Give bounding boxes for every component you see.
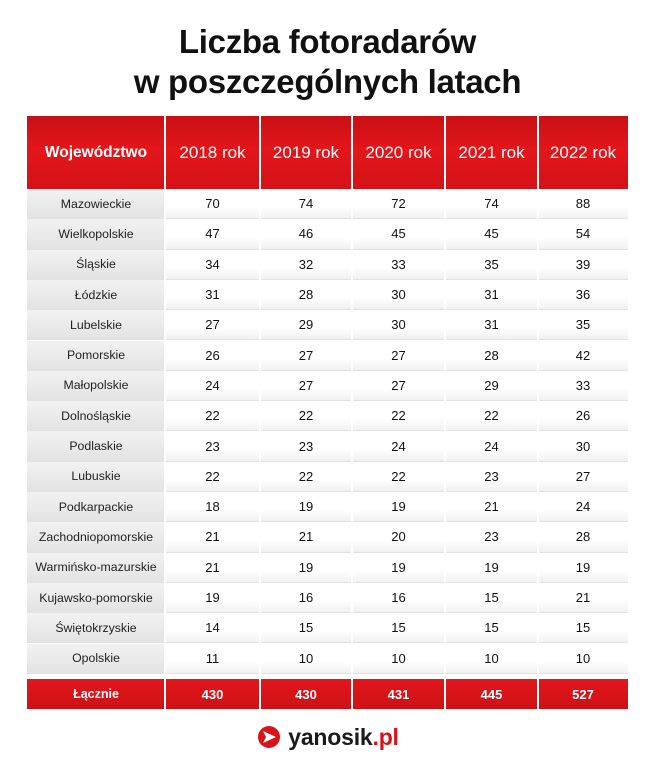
yanosik-logo bbox=[0, 719, 655, 755]
title-line-1: Liczba fotoradarów bbox=[178, 23, 477, 60]
value-cell: 74 bbox=[445, 189, 538, 219]
value-cell: 74 bbox=[260, 189, 352, 219]
value-cell: 33 bbox=[538, 371, 628, 401]
header-cell-year: 2020 rok bbox=[365, 142, 432, 162]
value-cell: 23 bbox=[445, 462, 538, 492]
photoradar-table bbox=[27, 116, 628, 709]
region-name-cell: Zachodniopomorskie bbox=[27, 522, 165, 552]
value-cell: 22 bbox=[352, 462, 445, 492]
total-value-cell: 527 bbox=[572, 686, 594, 702]
value-cell: 28 bbox=[260, 280, 352, 310]
column-divider bbox=[164, 116, 166, 709]
value-cell: 27 bbox=[260, 341, 352, 371]
value-cell: 22 bbox=[445, 401, 538, 431]
region-name-cell: Dolnośląskie bbox=[27, 401, 165, 431]
value-cell: 22 bbox=[165, 462, 260, 492]
value-cell: 15 bbox=[445, 613, 538, 643]
total-value-cell: 430 bbox=[295, 686, 317, 702]
value-cell: 31 bbox=[445, 310, 538, 340]
value-cell: 18 bbox=[165, 492, 260, 522]
value-cell: 15 bbox=[260, 613, 352, 643]
value-cell: 15 bbox=[445, 583, 538, 613]
value-cell: 32 bbox=[260, 250, 352, 280]
value-cell: 29 bbox=[260, 310, 352, 340]
region-name-cell: Opolskie bbox=[27, 644, 165, 674]
region-name-cell: Mazowieckie bbox=[27, 189, 165, 219]
logo-text bbox=[288, 724, 399, 751]
region-name-cell: Pomorskie bbox=[27, 341, 165, 371]
region-name-cell: Podlaskie bbox=[27, 431, 165, 461]
value-cell: 47 bbox=[165, 219, 260, 249]
value-cell: 26 bbox=[538, 401, 628, 431]
value-cell: 10 bbox=[260, 644, 352, 674]
region-name-cell: Wielkopolskie bbox=[27, 219, 165, 249]
total-value-cell: 431 bbox=[387, 686, 410, 702]
value-cell: 22 bbox=[165, 401, 260, 431]
value-cell: 35 bbox=[445, 250, 538, 280]
region-name-cell: Kujawsko-pomorskie bbox=[27, 583, 165, 613]
value-cell: 21 bbox=[260, 522, 352, 552]
value-cell: 22 bbox=[352, 401, 445, 431]
value-cell: 88 bbox=[538, 189, 628, 219]
value-cell: 20 bbox=[352, 522, 445, 552]
value-cell: 21 bbox=[165, 522, 260, 552]
value-cell: 27 bbox=[352, 341, 445, 371]
header-cell-year: 2018 rok bbox=[179, 142, 246, 162]
value-cell: 24 bbox=[352, 431, 445, 461]
value-cell: 22 bbox=[260, 401, 352, 431]
value-cell: 31 bbox=[445, 280, 538, 310]
region-name-cell: Lubelskie bbox=[27, 310, 165, 340]
value-cell: 45 bbox=[445, 219, 538, 249]
header-cell-year: 2021 rok bbox=[458, 142, 525, 162]
value-cell: 72 bbox=[352, 189, 445, 219]
value-cell: 15 bbox=[538, 613, 628, 643]
header-cell-year: 2022 rok bbox=[549, 142, 617, 162]
value-cell: 10 bbox=[445, 644, 538, 674]
region-name-cell: Lubuskie bbox=[27, 462, 165, 492]
value-cell: 70 bbox=[165, 189, 260, 219]
page-title bbox=[0, 22, 655, 102]
value-cell: 27 bbox=[260, 371, 352, 401]
value-cell: 30 bbox=[352, 310, 445, 340]
value-cell: 10 bbox=[352, 644, 445, 674]
value-cell: 23 bbox=[165, 431, 260, 461]
title-line-2: w poszczególnych latach bbox=[133, 63, 522, 100]
value-cell: 33 bbox=[352, 250, 445, 280]
value-cell: 11 bbox=[165, 644, 260, 674]
value-cell: 19 bbox=[260, 553, 352, 583]
value-cell: 27 bbox=[538, 462, 628, 492]
header-cell-wojewodztwo: Województwo bbox=[44, 143, 148, 161]
value-cell: 30 bbox=[352, 280, 445, 310]
value-cell: 19 bbox=[352, 492, 445, 522]
region-name-cell: Łódzkie bbox=[27, 280, 165, 310]
value-cell: 23 bbox=[260, 431, 352, 461]
value-cell: 19 bbox=[165, 583, 260, 613]
yanosik-logo-icon bbox=[256, 724, 282, 750]
value-cell: 30 bbox=[538, 431, 628, 461]
value-cell: 19 bbox=[260, 492, 352, 522]
value-cell: 24 bbox=[538, 492, 628, 522]
value-cell: 31 bbox=[165, 280, 260, 310]
value-cell: 16 bbox=[260, 583, 352, 613]
header-cell-year: 2019 rok bbox=[272, 142, 340, 162]
value-cell: 14 bbox=[165, 613, 260, 643]
value-cell: 26 bbox=[165, 341, 260, 371]
region-name-cell: Śląskie bbox=[27, 250, 165, 280]
value-cell: 46 bbox=[260, 219, 352, 249]
value-cell: 23 bbox=[445, 522, 538, 552]
value-cell: 36 bbox=[538, 280, 628, 310]
region-name-cell: Świętokrzyskie bbox=[27, 613, 165, 643]
value-cell: 21 bbox=[538, 583, 628, 613]
logo-text-suffix: .pl bbox=[372, 723, 399, 750]
total-label-cell: Łącznie bbox=[73, 687, 119, 701]
value-cell: 21 bbox=[165, 553, 260, 583]
value-cell: 19 bbox=[445, 553, 538, 583]
value-cell: 27 bbox=[352, 371, 445, 401]
value-cell: 22 bbox=[260, 462, 352, 492]
value-cell: 27 bbox=[165, 310, 260, 340]
value-cell: 45 bbox=[352, 219, 445, 249]
value-cell: 28 bbox=[538, 522, 628, 552]
value-cell: 42 bbox=[538, 341, 628, 371]
region-name-cell: Podkarpackie bbox=[27, 492, 165, 522]
value-cell: 29 bbox=[445, 371, 538, 401]
value-cell: 16 bbox=[352, 583, 445, 613]
value-cell: 19 bbox=[538, 553, 628, 583]
value-cell: 10 bbox=[538, 644, 628, 674]
value-cell: 34 bbox=[165, 250, 260, 280]
value-cell: 24 bbox=[445, 431, 538, 461]
total-value-cell: 430 bbox=[201, 686, 224, 702]
value-cell: 39 bbox=[538, 250, 628, 280]
value-cell: 15 bbox=[352, 613, 445, 643]
value-cell: 54 bbox=[538, 219, 628, 249]
value-cell: 28 bbox=[445, 341, 538, 371]
column-divider bbox=[351, 116, 353, 709]
value-cell: 21 bbox=[445, 492, 538, 522]
column-divider bbox=[259, 116, 261, 709]
column-divider bbox=[444, 116, 446, 709]
column-divider bbox=[537, 116, 539, 709]
value-cell: 24 bbox=[165, 371, 260, 401]
total-value-cell: 445 bbox=[480, 686, 503, 702]
region-name-cell: Warmińsko-mazurskie bbox=[27, 553, 165, 583]
logo-text-main: yanosik bbox=[288, 723, 373, 750]
region-name-cell: Małopolskie bbox=[27, 371, 165, 401]
value-cell: 19 bbox=[352, 553, 445, 583]
value-cell: 35 bbox=[538, 310, 628, 340]
